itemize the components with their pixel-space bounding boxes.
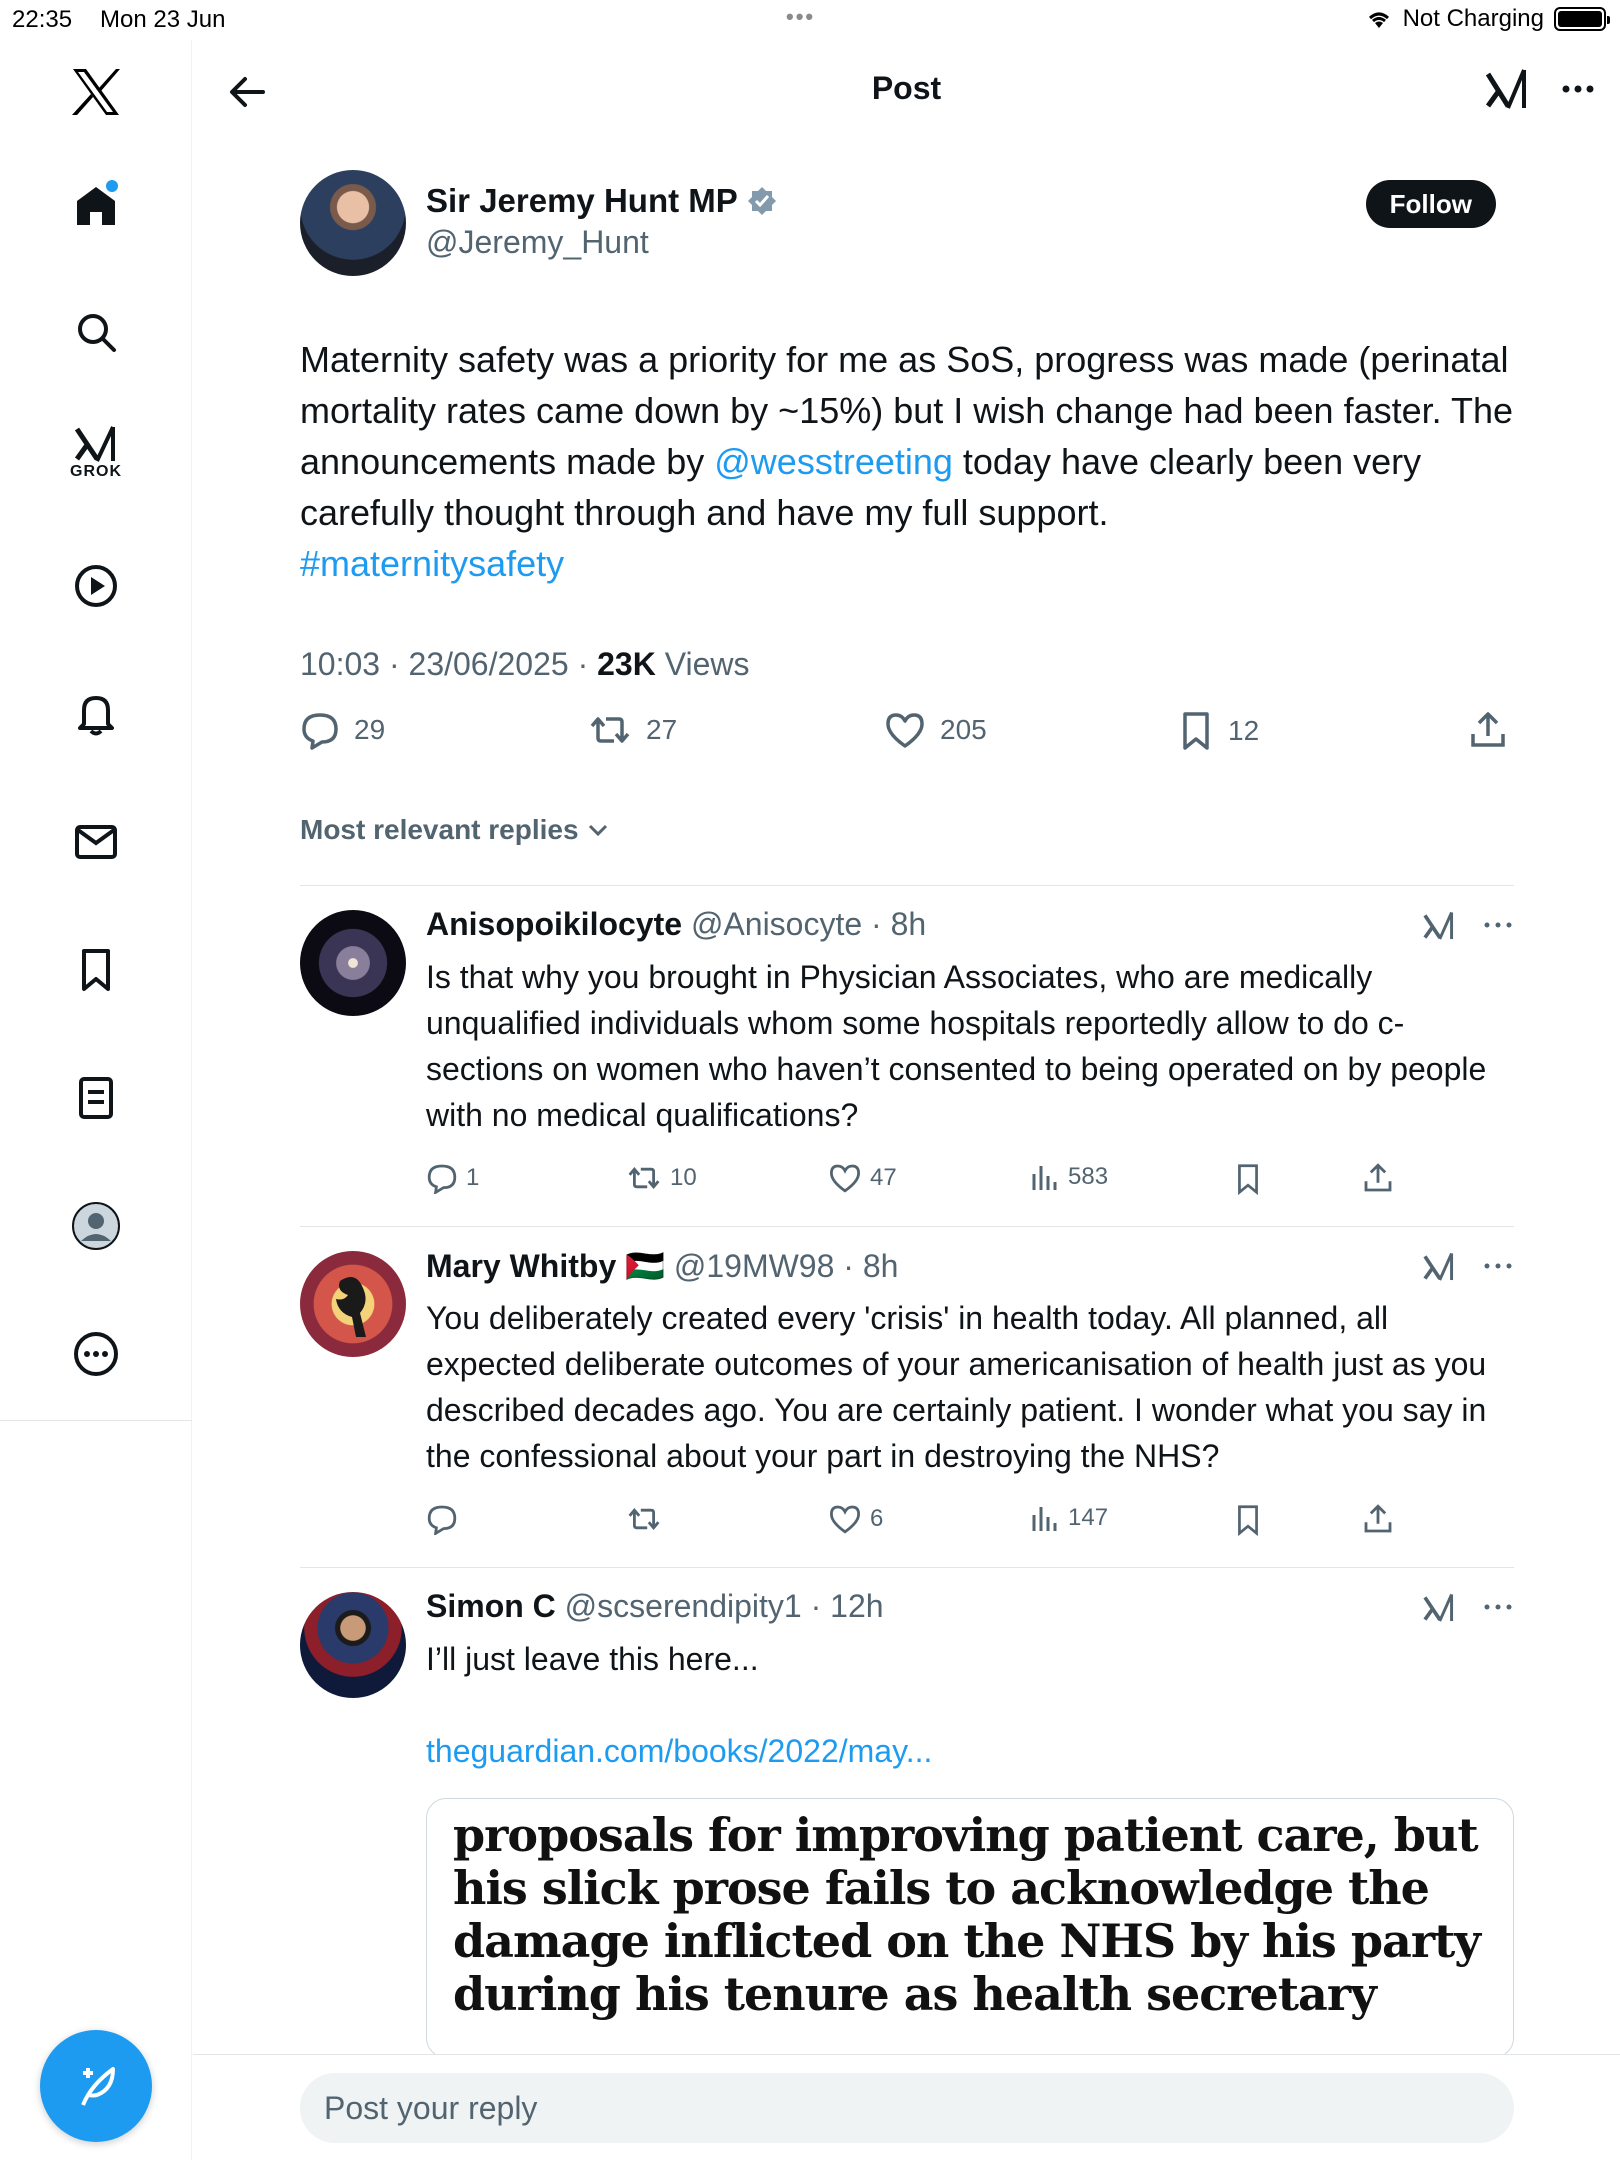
comment-icon — [426, 1503, 458, 1535]
post-timestamp[interactable]: 10:03 · 23/06/2025 · — [300, 646, 598, 682]
reply-author-name[interactable]: Simon C — [426, 1588, 556, 1624]
sidebar-nav — [0, 40, 192, 2160]
repost-count: 10 — [670, 1164, 697, 1191]
views-label: Views — [655, 646, 750, 682]
replies-sort-label: Most relevant replies — [300, 814, 579, 845]
bookmark-icon — [1234, 1503, 1262, 1537]
ellipsis-icon — [1558, 64, 1598, 114]
ellipsis-icon[interactable] — [1482, 1597, 1514, 1617]
reply-avatar[interactable] — [300, 910, 406, 1016]
grok-label: GROK — [70, 463, 122, 480]
heart-icon — [884, 710, 926, 750]
author-avatar[interactable] — [300, 170, 406, 276]
repost-action[interactable] — [588, 710, 677, 750]
compose-post-button[interactable] — [40, 2030, 152, 2142]
like-count: 205 — [940, 714, 987, 745]
list-icon — [76, 1075, 116, 1121]
share-icon — [1468, 710, 1508, 750]
sidebar-divider — [0, 1420, 192, 1421]
share-icon — [1362, 1503, 1394, 1535]
status-right — [1365, 5, 1606, 33]
more-options-button[interactable] — [1558, 64, 1598, 114]
divider — [300, 1226, 1514, 1227]
like-count: 6 — [870, 1505, 884, 1532]
post-text — [300, 334, 1514, 589]
like-action[interactable] — [828, 1503, 883, 1535]
reply-avatar[interactable] — [300, 1592, 406, 1698]
reply-count: 1 — [466, 1164, 480, 1191]
analytics-icon — [1030, 1503, 1060, 1533]
reply-tools — [1422, 1590, 1514, 1624]
bookmark-action[interactable] — [1178, 710, 1259, 752]
comment-icon — [426, 1162, 458, 1194]
flag-emoji: 🇵🇸 — [625, 1248, 665, 1284]
reply-input[interactable] — [300, 2073, 1514, 2143]
search-icon — [74, 310, 118, 354]
bookmark-count: 12 — [1228, 715, 1260, 746]
reply-text: You deliberately created every 'crisis' in health today. All planned, all expected deliberate outcomes of your americanisation of health just as you described decades ago. You are certainly patient. I wonder what you say in the confessional about your part in destroying the NHS? — [426, 1300, 1487, 1474]
repost-icon — [626, 1162, 662, 1194]
reply-tools — [1422, 908, 1514, 942]
reply-text: Is that why you brought in Physician Associates, who are medically unqualified individuals whom some hospitals reportedly allow to do c-sections on women who haven’t consented to being operated on by people with no medical qualifications? — [426, 959, 1487, 1133]
bookmark-action[interactable] — [1234, 1162, 1262, 1196]
reply-text: I’ll just leave this here... — [426, 1641, 759, 1677]
reply-action[interactable] — [426, 1503, 466, 1535]
reply-bar — [193, 2054, 1620, 2160]
grok-icon — [1484, 64, 1530, 114]
link-preview-card[interactable] — [426, 1798, 1514, 2058]
reply-header — [426, 1588, 884, 1625]
bookmark-icon — [76, 947, 116, 993]
grok-icon[interactable] — [1422, 1590, 1456, 1624]
share-action[interactable] — [1362, 1162, 1394, 1194]
views-count: 23K — [597, 646, 656, 682]
bookmark-icon — [1178, 710, 1214, 752]
charging-status: Not Charging — [1402, 5, 1544, 32]
home-unread-dot — [106, 180, 118, 192]
reply-actions — [426, 1503, 1426, 1543]
status-date: Mon 23 Jun — [100, 6, 226, 33]
sidebar-item-search[interactable] — [66, 302, 126, 362]
reply-author-handle[interactable]: @19MW98 · 8h — [664, 1248, 899, 1284]
comment-icon — [300, 710, 340, 750]
reply-avatar[interactable] — [300, 1251, 406, 1357]
repost-icon — [626, 1503, 662, 1535]
post-meta — [300, 646, 749, 683]
verified-badge-icon — [746, 185, 778, 217]
repost-action[interactable] — [626, 1503, 670, 1535]
author-handle[interactable]: @Jeremy_Hunt — [426, 224, 649, 260]
ellipsis-icon[interactable] — [1482, 915, 1514, 935]
reply-tools — [1422, 1249, 1514, 1283]
views-action[interactable] — [1030, 1503, 1108, 1533]
repost-icon — [588, 710, 632, 750]
reply-actions — [426, 1162, 1426, 1202]
sidebar-item-bookmarks[interactable] — [66, 940, 126, 1000]
post-text-part2: today have clearly been very carefully thought through and have my full support. — [300, 441, 1422, 533]
reply-author-name[interactable]: Mary Whitby — [426, 1248, 617, 1284]
mail-icon — [73, 822, 119, 862]
grok-icon[interactable] — [1422, 1249, 1456, 1283]
share-action[interactable] — [1362, 1503, 1394, 1535]
article-link[interactable]: theguardian.com/books/2022/may... — [426, 1733, 933, 1769]
like-action[interactable] — [884, 710, 987, 750]
play-circle-icon — [74, 564, 118, 608]
grok-icon[interactable] — [1422, 908, 1456, 942]
post-text-part1: Maternity safety was a priority for me as SoS, progress was made (perinatal mortality rates came down by ~15%) but I wish change had been faster. The announcements made by — [300, 339, 1514, 482]
views-count: 147 — [1068, 1504, 1109, 1531]
reply-action[interactable] — [300, 710, 385, 750]
hashtag-link[interactable]: #maternitysafety — [300, 543, 565, 584]
bookmark-icon — [1234, 1162, 1262, 1196]
reply-author-handle[interactable]: @Anisocyte · 8h — [682, 906, 927, 942]
post-actions — [300, 710, 1514, 770]
repost-action[interactable] — [626, 1162, 697, 1194]
repost-count: 27 — [646, 714, 678, 745]
ellipsis-icon[interactable] — [1482, 1256, 1514, 1276]
sidebar-item-profile[interactable] — [66, 1196, 126, 1256]
like-action[interactable] — [828, 1162, 897, 1194]
follow-button[interactable]: Follow — [1366, 180, 1496, 228]
divider — [300, 885, 1514, 886]
reply-header — [426, 1247, 898, 1285]
multitask-dots-icon[interactable]: ••• — [786, 4, 816, 29]
status-bar — [0, 0, 1620, 40]
reply-author-name[interactable]: Anisopoikilocyte — [426, 906, 683, 942]
profile-avatar-icon — [71, 1201, 121, 1251]
x-logo-icon[interactable] — [66, 62, 126, 122]
grok-icon — [73, 423, 119, 465]
heart-icon — [828, 1162, 862, 1194]
grok-button[interactable] — [1484, 64, 1530, 114]
status-time: 22:35 — [12, 6, 73, 33]
views-action[interactable] — [1030, 1162, 1108, 1192]
reply-count: 29 — [354, 714, 386, 745]
reply-action[interactable] — [426, 1162, 479, 1194]
bookmark-action[interactable] — [1234, 1503, 1262, 1537]
page-title: Post — [871, 70, 942, 106]
share-icon — [1362, 1162, 1394, 1194]
analytics-icon — [1030, 1162, 1060, 1192]
reply-author-handle[interactable]: @scserendipity1 · 12h — [555, 1588, 884, 1624]
post-header — [193, 40, 1620, 140]
feather-plus-icon — [69, 2059, 123, 2113]
sidebar-item-videos[interactable] — [66, 556, 126, 616]
sidebar-item-lists[interactable] — [66, 1068, 126, 1128]
battery-icon — [1554, 7, 1606, 31]
card-quote-text: proposals for improving patient care, but his slick prose fails to acknowledge the damage inflicted on the NHS by his party during his tenure as health secretary — [453, 1808, 1481, 2021]
author-name-row[interactable] — [426, 182, 778, 220]
sidebar-item-notifications[interactable] — [66, 684, 126, 744]
more-circle-icon — [73, 1331, 119, 1377]
mention-link[interactable]: @wesstreeting — [714, 441, 953, 482]
views-count: 583 — [1068, 1163, 1109, 1190]
sidebar-item-home[interactable] — [66, 176, 126, 236]
share-action[interactable] — [1468, 710, 1508, 750]
sidebar-item-more[interactable] — [66, 1324, 126, 1384]
wifi-icon — [1365, 8, 1393, 30]
chevron-down-icon — [585, 820, 611, 840]
heart-icon — [828, 1503, 862, 1535]
sidebar-item-messages[interactable] — [66, 812, 126, 872]
like-count: 47 — [870, 1164, 897, 1191]
sidebar-item-grok[interactable] — [66, 422, 126, 482]
divider — [300, 1567, 1514, 1568]
replies-sort-dropdown[interactable] — [300, 814, 611, 846]
reply-header — [426, 906, 926, 943]
author-name[interactable]: Sir Jeremy Hunt MP — [426, 182, 738, 219]
bell-icon — [74, 691, 118, 737]
